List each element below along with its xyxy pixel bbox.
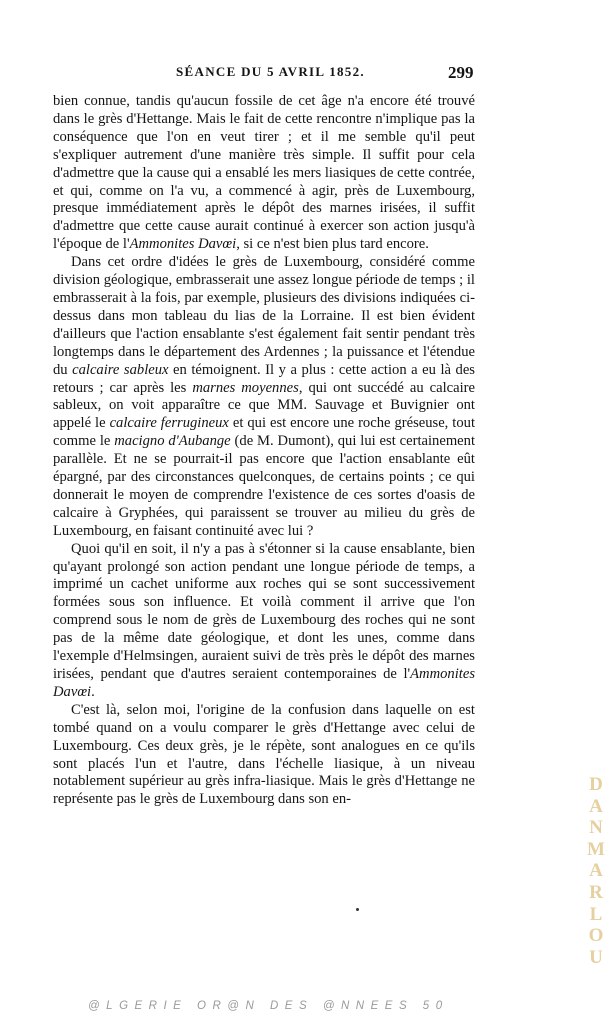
side-watermark: DANMARLOU — [587, 774, 605, 968]
paragraph-2-text-a: Dans cet ordre d'idées le grès de Luxembourg, considéré comme division géologique, embrasserait une assez longue période de temps ; il embrasserait à la fois, par exemple, plusieurs des divisions indiquées ci-dessus dans mon tableau du lias de la Lorraine. Il est bien évident d'ailleurs que l'action ensablante s'est également fait sentir pendant très longtemps dans le département des Ardennes ; la puissance et l'étendue du — [53, 254, 475, 378]
paragraph-2-italic-4: macigno d'Aubange — [114, 433, 231, 450]
paragraph-2 — [53, 254, 475, 541]
paragraph-2-italic-2: marnes moyennes — [192, 379, 299, 396]
paragraph-2-italic-3: calcaire ferrugineux — [109, 415, 229, 432]
paragraph-3-italic: Ammonites Davœi — [53, 666, 475, 700]
paragraph-2-text-b: en témoignent. Il y a plus : cette action a eu là des retours ; car après les — [53, 361, 475, 396]
paragraph-2-text-e: (de M. Dumont), qui lui est certainement parallèle. Et ne se pourrait-il pas encore que l'action ensablante eût épargné, par des circonstances quelconques, de certains points ; ce qui donnerait le moyen de comprendre l'existence de ces sortes d'oasis de calcaire à Gryphées, qui paraissent se trouver au milieu du grès de Luxembourg, en faisant continuité avec lui ? — [53, 433, 475, 539]
paragraph-1 — [53, 93, 475, 254]
text-body — [53, 93, 475, 809]
paragraph-1-italic: Ammonites Davœi — [129, 236, 237, 253]
paragraph-4: C'est là, selon moi, l'origine de la confusion dans laquelle on est tombé quand on a voulu comparer le grès d'Hettange avec celui de Luxembourg. Ces deux grès, je le répète, sont analogues en ce qu'ils sont placés l'un et l'autre, dans l'échelle liasique, à un niveau notablement supérieur au grès infra-liasique. Mais le grès d'Hettange ne représente pas le grès de Luxembourg dans son en- — [53, 701, 475, 808]
paragraph-1-text-b: , si ce n'est bien plus tard encore. — [236, 236, 429, 253]
page-header — [0, 64, 610, 86]
page-number: 299 — [448, 63, 474, 82]
running-head: SÉANCE DU 5 AVRIL 1852. — [176, 64, 365, 79]
paragraph-2-italic-1: calcaire sableux — [72, 361, 169, 378]
paragraph-3-text-a: Quoi qu'il en soit, il n'y a pas à s'étonner si la cause ensablante, bien qu'ayant prolongé son action pendant une longue période de temps, a imprimé un cachet uniforme aux roches qui se sont successivement formées sous son influence. Et voilà comment il arrive que l'on comprend sous le nom de grès de Luxembourg des roches qui ne sont pas de la même date géologique, et dont les unes, comme dans l'exemple d'Helmsingen, auraient suivi de très près le dépôt des marnes irisées, pendant que d'autres seraient contemporaines de l' — [53, 540, 475, 682]
paragraph-1-text-a: bien connue, tandis qu'aucun fossile de cet âge n'a encore été trouvé dans le grès d'Hettange. Mais le fait de cette rencontre n'implique pas la conséquence que l'on en veut tirer ; et il me semble qu'il peut s'expliquer autrement d'une manière très simple. Il suffit pour cela d'admettre que la cause qui a ensablé les mers liasiques de cette contrée, et qui, comme on l'a vu, a commencé à agir, près de Luxembourg, presque immédiatement après le dépôt des marnes irisées, il suffit d'admettre que cette cause aurait continué à exercer son action jusqu'à l'époque de l' — [53, 93, 475, 253]
print-speck — [356, 908, 359, 911]
paragraph-3-text-b: . — [91, 683, 95, 700]
paragraph-2-text-c: , qui ont succédé au calcaire sableux, on voit apparaître ce que MM. Sauvage et Buvignier ont appelé le — [53, 379, 475, 432]
footer-watermark: @LGERIE OR@N DES @NNEES 50 — [88, 1000, 449, 1012]
paragraph-3 — [53, 541, 475, 702]
paragraph-2-text-d: et qui est encore une roche gréseuse, tout comme le — [53, 415, 476, 450]
